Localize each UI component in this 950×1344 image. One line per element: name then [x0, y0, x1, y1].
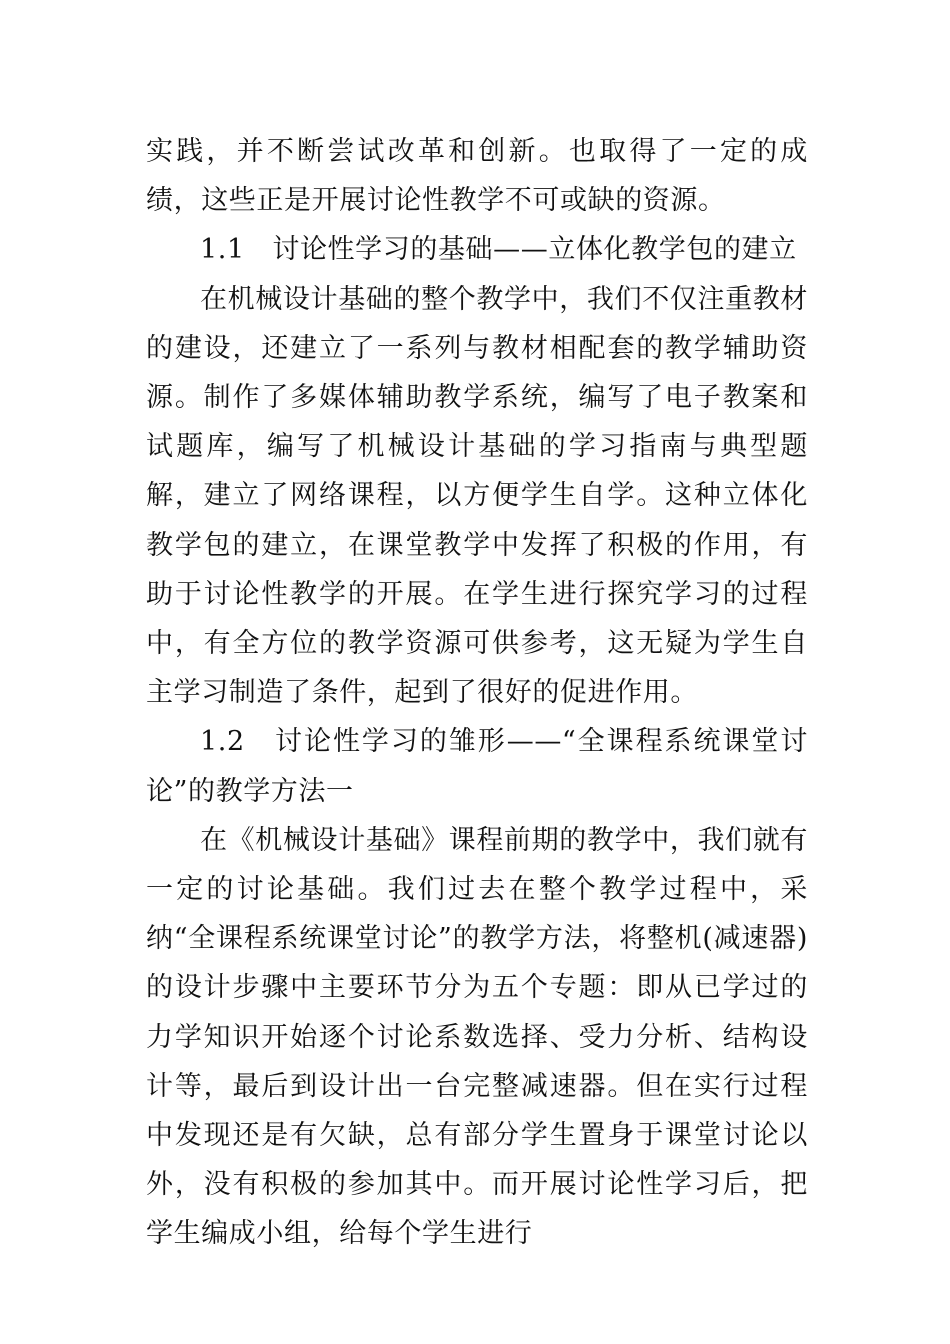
section-heading-1-1: 1.1 讨论性学习的基础——立体化教学包的建立 — [200, 234, 797, 266]
paragraph-classroom-discussion: 在《机械设计基础》课程前期的教学中，我们就有一定的讨论基础。我们过去在整个教学过程中，采纳“全课程系统课堂讨论”的教学方法，将整机(减速器)的设计步骤中主要环节分为五个专题：即从已学过的力学知识开始逐个讨论系数选择、受力分析、结构设计等，最后到设计出一台完整减速器。但在实行过程中发现还是有欠缺，总有部分学生置身于课堂讨论以外，没有积极的参加其中。而开展讨论性学习后，把学生编成小组，给每个学生进行 — [146, 824, 808, 1250]
paragraph-teaching-package: 在机械设计基础的整个教学中，我们不仅注重教材的建设，还建立了一系列与教材相配套的教学辅助资源。制作了多媒体辅助教学系统，编写了电子教案和试题库，编写了机械设计基础的学习指南与典型题解，建立了网络课程，以方便学生自学。这种立体化教学包的建立，在课堂教学中发挥了积极的作用，有助于讨论性教学的开展。在学生进行探究学习的过程中，有全方位的教学资源可供参考，这无疑为学生自主学习制造了条件，起到了很好的促进作用。 — [146, 283, 808, 709]
paragraph-continuation: 实践，并不断尝试改革和创新。也取得了一定的成绩，这些正是开展讨论性教学不可或缺的资源。 — [146, 136, 808, 217]
document-body — [146, 127, 808, 1259]
section-heading-1-2: 1.2 讨论性学习的雏形——“全课程系统课堂讨论”的教学方法一 — [146, 726, 808, 807]
